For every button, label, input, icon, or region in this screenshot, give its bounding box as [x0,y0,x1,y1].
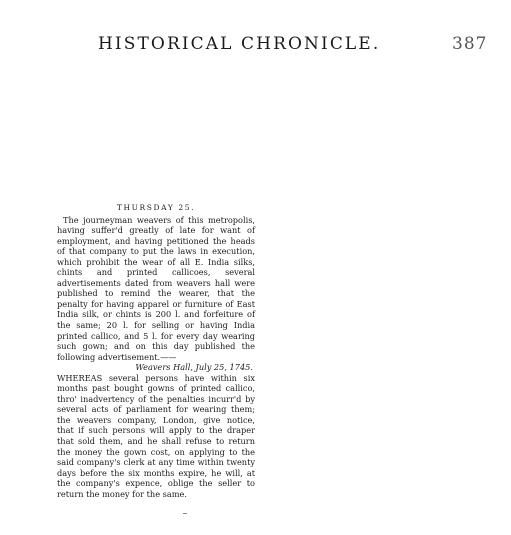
page-mark [183,513,187,514]
page-number: 387 [452,34,488,54]
article-paragraph-1: The journeyman weavers of this metropolis, having suffer'd greatly of late for want of employment, and having petitioned the heads of that company to put the laws in execution, which prohibit the wear of all E. India silks, chints and printed callicoes, several advertisements dated from weavers hall were published to remind the wearer, that the penalty for having apparel or furniture of East India silk, or chints is 200 l. and forfeiture of the same; 20 l. for selling or having India printed callico, and 5 l. for every day wearing such gown; and on this day published the following advertisement.—— [57,214,255,362]
article-paragraph-2: WHEREAS several persons have within six months past bought gowns of printed callico, thro' inadvertency of the penalties incurr'd by several acts of parliament for wearing them; the weavers company, London, give notice, that if such persons will apply to the draper that sold them, and he shall refuse to return the money the gown cost, on applying to the said company's clerk at any time within twenty days before the six months expire, he will, at the company's expence, oblige the seller to return the money for the same. [57,372,255,499]
advertisement-signoff: Weavers Hall, July 25, 1745. [135,362,253,373]
date-heading: THURSDAY 25. [116,203,196,212]
article-column [57,203,255,499]
page-title: HISTORICAL CHRONICLE. [98,34,381,54]
